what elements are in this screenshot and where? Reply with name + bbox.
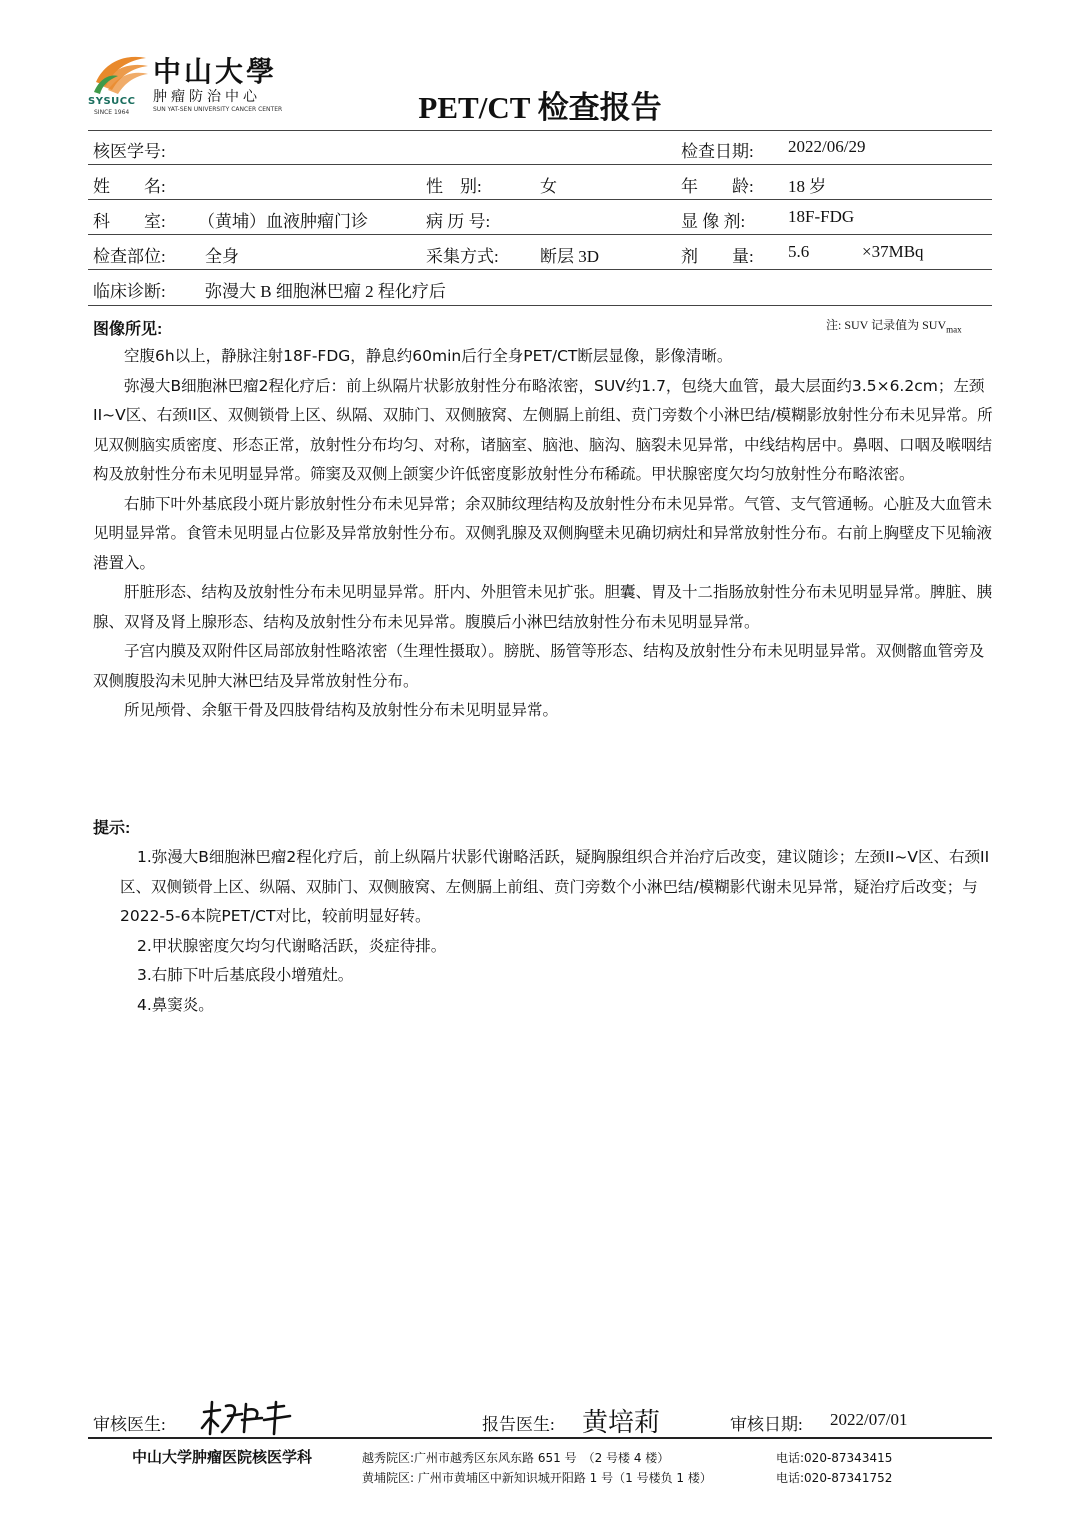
tracer-value: 18F-FDG xyxy=(788,207,855,226)
findings-paragraph: 弥漫大B细胞淋巴瘤2程化疗后：前上纵隔片状影放射性分布略浓密，SUV约1.7，包绕大血管，最大层面约3.5×6.2cm；左颈II~V区、右颈II区、双侧锁骨上区、纵隔、双肺门、双侧腋窝、左侧膈上前组、贲门旁数个小淋巴结/模糊影放射性分布未见异常。所见双侧脑实质密度、形态正常，放射性分布均匀、对称，诸脑室、脑池、脑沟、脑裂未见异常，中线结构居中。鼻咽、口咽及喉咽结构及放射性分布未见明显异常。筛窦及双侧上颌窦少许低密度影放射性分布稀疏。甲状腺密度欠均匀放射性分布略浓密。 xyxy=(93,376,993,483)
logo-english-name: SUN YAT-SEN UNIVERSITY CANCER CENTER xyxy=(153,106,283,113)
findings-body xyxy=(93,342,993,726)
divider xyxy=(88,305,992,306)
dose-unit: ×37MBq xyxy=(862,242,924,261)
sex-value: 女 xyxy=(540,177,557,196)
footer-divider xyxy=(88,1437,992,1439)
name-label: 姓 名: xyxy=(93,177,166,196)
record-no-label: 病 历 号: xyxy=(426,212,491,231)
divider xyxy=(88,199,992,200)
age-value: 18 岁 xyxy=(788,177,827,196)
age-label: 年 龄: xyxy=(681,177,754,196)
diagnosis-label: 临床诊断: xyxy=(93,282,166,301)
findings-paragraph: 空腹6h以上，静脉注射18F-FDG，静息约60min后行全身PET/CT断层显像，影像清晰。 xyxy=(124,347,733,365)
department-label: 科 室: xyxy=(93,212,166,231)
logo-abbr: SYSUCC xyxy=(88,96,136,107)
report-title: PET/CT 检查报告 xyxy=(418,90,662,125)
logo-since: SINCE 1964 xyxy=(94,109,130,116)
department-value: （黄埔）血液肿瘤门诊 xyxy=(198,212,368,231)
hint-item: 2.甲状腺密度欠均匀代谢略活跃，炎症待排。 xyxy=(137,936,447,955)
exam-date-value: 2022/06/29 xyxy=(788,137,866,156)
exam-part-value: 全身 xyxy=(205,247,239,266)
footer-department: 中山大学肿瘤医院核医学科 xyxy=(132,1448,313,1466)
dose-label: 剂 量: xyxy=(681,247,754,266)
logo-university-name: 中山大學 xyxy=(153,55,278,88)
divider xyxy=(88,164,992,165)
divider xyxy=(88,234,992,235)
findings-heading: 图像所见: xyxy=(93,321,163,338)
diagnosis-value: 弥漫大 B 细胞淋巴瘤 2 程化疗后 xyxy=(205,282,446,301)
divider xyxy=(88,269,992,270)
acquisition-label: 采集方式: xyxy=(426,247,499,266)
hint-item: 1.弥漫大B细胞淋巴瘤2程化疗后，前上纵隔片状影代谢略活跃，疑胸腺组织合并治疗后改变，建议随诊；左颈II~V区、右颈II区、双侧锁骨上区、纵隔、双肺门、双侧腋窝、左侧膈上前组、贲门旁数个小淋巴结/模糊影代谢未见异常，疑治疗后改变；与2022-5-6本院PET/CT对比，较前明显好转。 xyxy=(120,848,990,925)
findings-paragraph: 所见颅骨、余躯干骨及四肢骨结构及放射性分布未见明显异常。 xyxy=(124,701,559,719)
findings-paragraph: 右肺下叶外基底段小斑片影放射性分布未见异常；余双肺纹理结构及放射性分布未见异常。气管、支气管通畅。心脏及大血管未见明显异常。食管未见明显占位影及异常放射性分布。双侧乳腺及双侧胸壁未见确切病灶和异常放射性分布。右前上胸壁皮下见输液港置入。 xyxy=(93,494,993,572)
findings-paragraph: 子宫内膜及双附件区局部放射性略浓密（生理性摄取）。膀胱、肠管等形态、结构及放射性分布未见明显异常。双侧髂血管旁及双侧腹股沟未见肿大淋巴结及异常放射性分布。 xyxy=(93,642,985,690)
exam-part-label: 检查部位: xyxy=(93,247,166,266)
reporter-name: 黄培莉 xyxy=(582,1408,661,1438)
hints-heading: 提示: xyxy=(93,820,131,837)
reviewer-label: 审核医生: xyxy=(93,1415,166,1434)
exam-date-label: 检查日期: xyxy=(681,142,754,161)
logo-center-name: 肿瘤防治中心 xyxy=(153,89,261,105)
footer-address-yuexiu: 越秀院区:广州市越秀区东风东路 651 号 （2 号楼 4 楼） xyxy=(362,1451,670,1465)
footer-tel-huangpu: 电话:020-87341752 xyxy=(776,1471,893,1485)
divider xyxy=(88,130,992,131)
hint-item: 3.右肺下叶后基底段小增殖灶。 xyxy=(137,966,354,984)
tracer-label: 显 像 剂: xyxy=(681,212,746,231)
sex-label: 性 别: xyxy=(426,177,482,196)
acquisition-value: 断层 3D xyxy=(540,247,600,266)
reporter-label: 报告医生: xyxy=(482,1415,555,1434)
suv-note: 注: SUV 记录值为 $SUV_{max}$ xyxy=(826,318,962,335)
reviewer-signature xyxy=(198,1398,298,1438)
hints-body xyxy=(120,843,993,1020)
hint-item: 4.鼻窦炎。 xyxy=(137,995,214,1014)
review-date-value: 2022/07/01 xyxy=(830,1410,908,1429)
findings-paragraph: 肝脏形态、结构及放射性分布未见明显异常。肝内、外胆管未见扩张。胆囊、胃及十二指肠放射性分布未见明显异常。脾脏、胰腺、双肾及肾上腺形态、结构及放射性分布未见异常。腹膜后小淋巴结放射性分布未见明显异常。 xyxy=(93,583,993,631)
review-date-label: 审核日期: xyxy=(730,1415,803,1434)
nuclear-id-label: 核医学号: xyxy=(93,142,166,161)
footer-tel-yuexiu: 电话:020-87343415 xyxy=(776,1451,893,1465)
footer-address-huangpu: 黄埔院区: 广州市黄埔区中新知识城开阳路 1 号（1 号楼负 1 楼） xyxy=(362,1471,712,1485)
dose-value: 5.6 xyxy=(788,242,810,261)
